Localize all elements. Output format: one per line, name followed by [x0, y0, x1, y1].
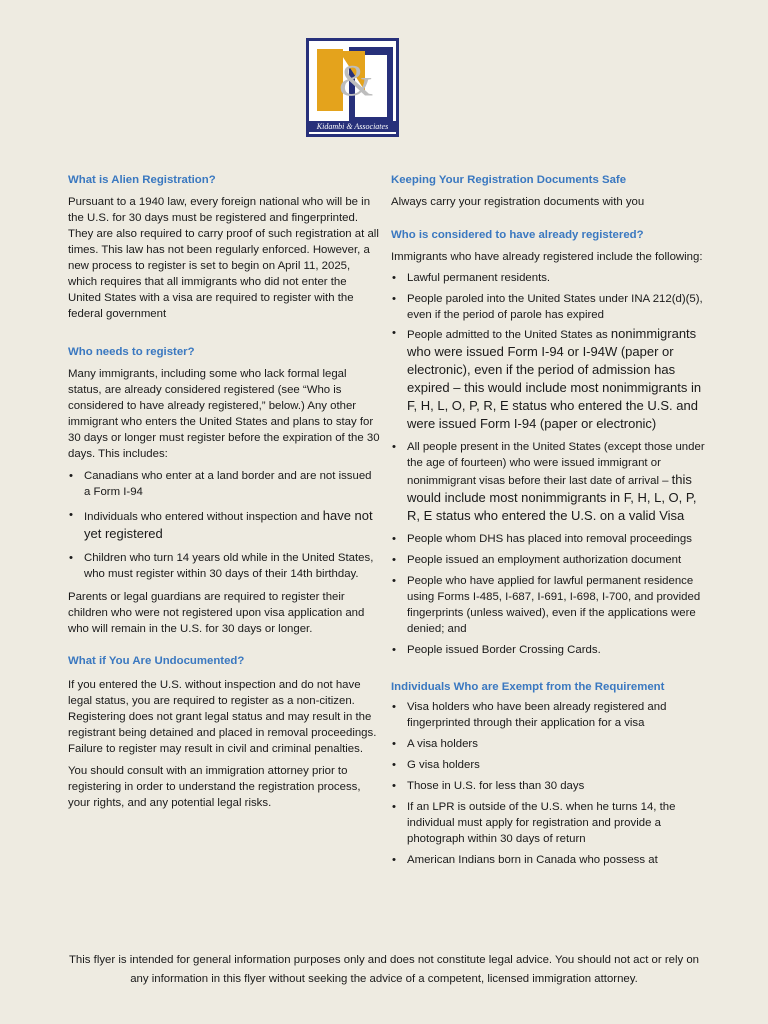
list-item-text: All people present in the United States (except those under the age of fourteen) who were issued immigrant or nonimmigrant visas before their last date of arrival – [407, 441, 705, 487]
right-column [391, 172, 709, 868]
undocumented-body: If you entered the U.S. without inspection and do not have legal status, you are required to register as a non-citizen. Registering does not grant legal status and may result in the registrant being detained and placed in removal proceedings. Failure to register may result in civil and criminal penalties. [68, 679, 377, 755]
left-column [68, 172, 380, 811]
list-item: • Lawful permanent residents. [391, 270, 709, 286]
list-item-text: Individuals who entered without inspection and [84, 511, 323, 523]
list-item-text: People admitted to the United States as [407, 329, 611, 341]
list-item: • People paroled into the United States under INA 212(d)(5), even if the period of parole has expired [391, 291, 709, 323]
heading-alien-registration: What is Alien Registration? [68, 174, 216, 186]
list-item [391, 439, 709, 525]
heading-undocumented: What if You Are Undocumented? [68, 655, 245, 667]
list-item: • If an LPR is outside of the U.S. when he turns 14, the individual must apply for registration and provide a photograph within 30 days of return [391, 799, 709, 847]
list-item: • People issued an employment authorization document [391, 552, 709, 568]
logo-firm-name: Kidambi & Associates [309, 121, 396, 132]
who-needs-body: Many immigrants, including some who lack formal legal status, are already considered registered (see “Who is considered to have already registered,” below.) Any other immigrant who enters the United States and plans to stay for 30 days or longer must register before the expiration of the 30 days. This includes: [68, 368, 380, 460]
firm-logo [306, 38, 399, 137]
list-item: • G visa holders [391, 757, 709, 773]
heading-who-needs-to-register: Who needs to register? [68, 346, 195, 358]
exempt-list [391, 699, 709, 868]
list-item: • Canadians who enter at a land border and are not issued a Form I-94 [68, 468, 380, 500]
already-registered-intro: Immigrants who have already registered include the following: [391, 251, 703, 263]
list-item: • Children who turn 14 years old while in the United States, who must register within 30 days of their 14th birthday. [68, 550, 380, 582]
list-item: • People issued Border Crossing Cards. [391, 642, 709, 658]
list-item-text-large: nonimmigrants who were issued Form I-94 or I-94W (paper or electronic), even if the period of admission has expired – this would include most nonimmigrants in F, H, L, O, P, R, E status who entered the U.S. and were issued Form I-94 (paper or electronic) [407, 326, 702, 431]
alien-registration-body: Pursuant to a 1940 law, every foreign national who will be in the U.S. for 30 days must be registered and fingerprinted. They are also required to carry proof of such registration at all times. This law has not been regularly enforced. However, a new process to register is set to begin on April 11, 2025, which requires that all immigrants who did not enter the United States with a visa are required to register with the federal government [68, 196, 379, 320]
already-registered-list [391, 270, 709, 658]
logo-ampersand: & [339, 56, 374, 105]
list-item: • A visa holders [391, 736, 709, 752]
legal-disclaimer: This flyer is intended for general information purposes only and does not constitute legal advice. You should not act or rely on any information in this flyer without seeking the advice of a competent, licensed immigration attorney. [68, 954, 700, 985]
parents-paragraph: Parents or legal guardians are required to register their children who were not registered upon visa application and who will remain in the U.S. for 30 days or longer. [68, 591, 365, 635]
who-needs-list [68, 468, 380, 582]
heading-exempt: Individuals Who are Exempt from the Requirement [391, 681, 665, 693]
list-item [68, 507, 380, 543]
list-item: • People whom DHS has placed into removal proceedings [391, 531, 709, 547]
list-item: • Visa holders who have been already registered and fingerprinted through their application for a visa [391, 699, 709, 731]
list-item: • American Indians born in Canada who possess at [391, 852, 709, 868]
list-item-text-large: have not yet registered [84, 508, 373, 541]
list-item: • People who have applied for lawful permanent residence using Forms I-485, I-687, I-691, I-698, I-700, and provided fingerprints (unless waived), even if the applications were denied; and [391, 573, 709, 637]
undocumented-advice: You should consult with an immigration attorney prior to registering in order to understand the registration process, your rights, and any potential legal risks. [68, 765, 361, 809]
heading-already-registered: Who is considered to have already registered? [391, 229, 644, 241]
keeping-safe-body: Always carry your registration documents with you [391, 196, 645, 208]
heading-keeping-safe: Keeping Your Registration Documents Safe [391, 174, 627, 186]
list-item [391, 325, 709, 433]
list-item: • Those in U.S. for less than 30 days [391, 778, 709, 794]
list-item-text-large: this would include most nonimmigrants in F, H, L, O, P, R, E status who entered the U.S. on a valid Visa [407, 472, 697, 523]
